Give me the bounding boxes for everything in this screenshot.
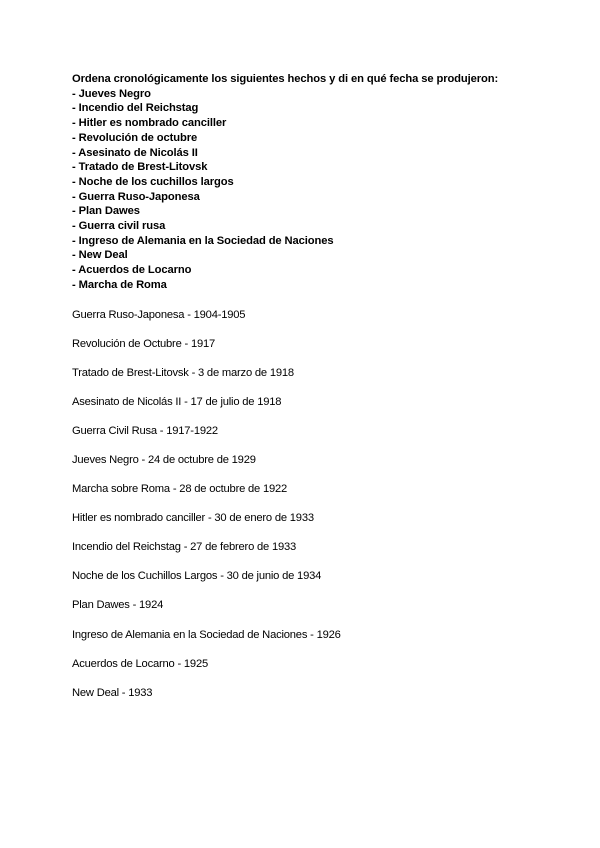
event-item: - Asesinato de Nicolás II <box>72 146 198 159</box>
event-item: - Jueves Negro <box>72 87 151 100</box>
event-item: - Revolución de octubre <box>72 131 198 144</box>
answer-line: Asesinato de Nicolás II - 17 de julio de 1918 <box>72 395 282 408</box>
answer-line: Tratado de Brest-Litovsk - 3 de marzo de 1918 <box>72 366 294 379</box>
event-item: - Guerra civil rusa <box>72 220 166 233</box>
event-item: - New Deal <box>72 249 128 262</box>
event-item: - Plan Dawes <box>72 205 140 218</box>
event-item: - Hitler es nombrado canciller <box>72 117 227 130</box>
answer-line: Ingreso de Alemania en la Sociedad de Naciones - 1926 <box>72 628 341 641</box>
event-list <box>72 87 542 293</box>
event-item: - Incendio del Reichstag <box>72 102 199 115</box>
answer-line: Marcha sobre Roma - 28 de octubre de 1922 <box>72 483 288 496</box>
document-page <box>72 72 542 715</box>
event-item: - Ingreso de Alemania en la Sociedad de Naciones <box>72 234 334 247</box>
event-item: - Noche de los cuchillos largos <box>72 175 234 188</box>
answer-line: Guerra Ruso-Japonesa - 1904-1905 <box>72 308 246 321</box>
answer-line: Jueves Negro - 24 de octubre de 1929 <box>72 454 256 467</box>
answer-line: Revolución de Octubre - 1917 <box>72 337 216 350</box>
answer-line: Incendio del Reichstag - 27 de febrero de 1933 <box>72 541 297 554</box>
event-item: - Acuerdos de Locarno <box>72 264 192 277</box>
event-item: - Guerra Ruso-Japonesa <box>72 190 200 203</box>
answer-list <box>72 308 542 715</box>
answer-line: Plan Dawes - 1924 <box>72 599 164 612</box>
event-item: - Marcha de Roma <box>72 278 167 291</box>
answer-line: Noche de los Cuchillos Largos - 30 de junio de 1934 <box>72 570 322 583</box>
answer-line: Acuerdos de Locarno - 1925 <box>72 657 208 670</box>
answer-line: Guerra Civil Rusa - 1917-1922 <box>72 424 218 437</box>
exercise-heading: Ordena cronológicamente los siguientes hechos y di en qué fecha se produjeron: <box>72 73 499 85</box>
answer-line: New Deal - 1933 <box>72 686 153 699</box>
answer-line: Hitler es nombrado canciller - 30 de enero de 1933 <box>72 512 314 525</box>
event-item: - Tratado de Brest-Litovsk <box>72 161 208 174</box>
